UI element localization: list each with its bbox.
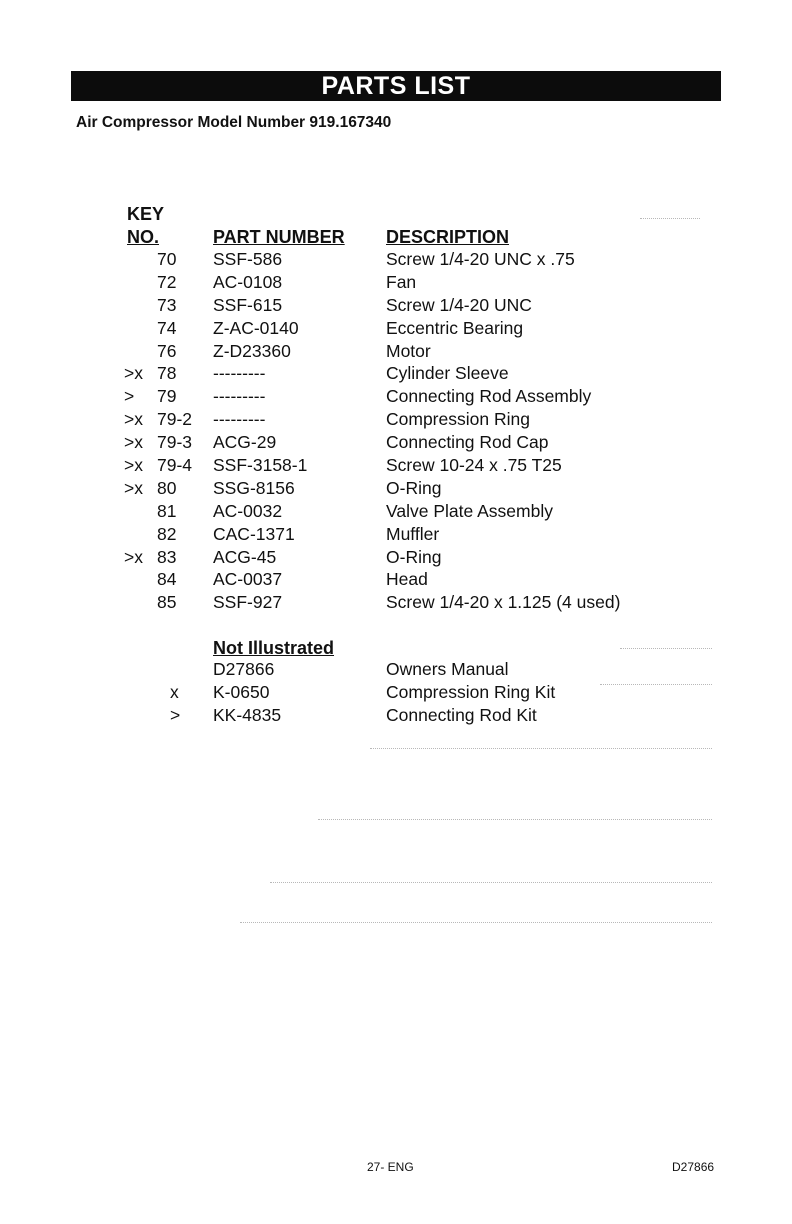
page-title: PARTS LIST bbox=[321, 71, 471, 100]
part-description: Connecting Rod Kit bbox=[386, 705, 537, 725]
parts-table bbox=[0, 249, 792, 615]
part-description: Connecting Rod Assembly bbox=[386, 386, 592, 407]
part-description: O-Ring bbox=[386, 477, 442, 498]
part-number: Z-AC-0140 bbox=[213, 317, 299, 338]
part-description: Compression Ring bbox=[386, 409, 530, 430]
key-number: 79-4 bbox=[157, 455, 193, 476]
list-item bbox=[0, 705, 792, 728]
not-illustrated-heading: Not Illustrated bbox=[213, 638, 335, 658]
scan-dots bbox=[620, 648, 712, 649]
scan-dots bbox=[318, 819, 712, 820]
part-number: D27866 bbox=[213, 659, 275, 679]
part-number: KK-4835 bbox=[213, 705, 282, 725]
key-number: 82 bbox=[157, 523, 177, 544]
table-row bbox=[0, 569, 792, 592]
part-number: SSF-3158-1 bbox=[213, 455, 308, 476]
row-flag: >x bbox=[124, 546, 143, 567]
table-row bbox=[0, 547, 792, 570]
key-number: 79-2 bbox=[157, 409, 193, 430]
part-description: Cylinder Sleeve bbox=[386, 363, 509, 384]
key-header-label: KEY bbox=[127, 204, 165, 224]
table-row bbox=[0, 592, 792, 615]
part-number: --------- bbox=[213, 363, 266, 384]
key-number: 76 bbox=[157, 340, 177, 361]
table-row bbox=[0, 295, 792, 318]
page-number: 27- ENG bbox=[367, 1160, 414, 1174]
row-flag: x bbox=[170, 682, 179, 702]
part-number: ACG-45 bbox=[213, 546, 277, 567]
model-number-line: Air Compressor Model Number 919.167340 bbox=[76, 114, 392, 131]
table-row bbox=[0, 409, 792, 432]
table-row bbox=[0, 386, 792, 409]
part-description: Connecting Rod Cap bbox=[386, 432, 549, 453]
part-description: Screw 1/4-20 UNC bbox=[386, 294, 532, 315]
part-description: Muffler bbox=[386, 523, 440, 544]
key-number: 74 bbox=[157, 317, 177, 338]
part-number: SSF-615 bbox=[213, 294, 283, 315]
key-number: 73 bbox=[157, 294, 177, 315]
row-flag: > bbox=[170, 705, 181, 725]
row-flag: >x bbox=[124, 432, 143, 453]
key-number: 80 bbox=[157, 477, 177, 498]
key-number: 78 bbox=[157, 363, 177, 384]
scan-dots bbox=[600, 684, 712, 685]
key-number: 79 bbox=[157, 386, 177, 407]
table-row bbox=[0, 341, 792, 364]
part-number: AC-0108 bbox=[213, 271, 283, 292]
key-number: 72 bbox=[157, 271, 177, 292]
key-number: 84 bbox=[157, 569, 177, 590]
row-flag: >x bbox=[124, 477, 143, 498]
table-row bbox=[0, 318, 792, 341]
part-number: AC-0037 bbox=[213, 569, 283, 590]
part-description: Screw 1/4-20 x 1.125 (4 used) bbox=[386, 592, 621, 613]
part-description: Screw 10-24 x .75 T25 bbox=[386, 455, 562, 476]
row-flag: >x bbox=[124, 409, 143, 430]
scan-dots bbox=[270, 882, 712, 883]
part-number: Z-D23360 bbox=[213, 340, 291, 361]
table-row bbox=[0, 432, 792, 455]
key-no-header: NO. bbox=[127, 227, 160, 247]
scan-dots bbox=[640, 218, 700, 219]
part-description: O-Ring bbox=[386, 546, 442, 567]
table-row bbox=[0, 363, 792, 386]
part-description: Screw 1/4-20 UNC x .75 bbox=[386, 249, 575, 269]
part-number: SSF-927 bbox=[213, 592, 283, 613]
list-item bbox=[0, 682, 792, 705]
key-number: 85 bbox=[157, 592, 177, 613]
part-description: Owners Manual bbox=[386, 659, 509, 679]
table-row bbox=[0, 249, 792, 272]
part-description: Compression Ring Kit bbox=[386, 682, 556, 702]
not-illustrated-list bbox=[0, 659, 792, 728]
key-number: 81 bbox=[157, 500, 177, 521]
part-number: K-0650 bbox=[213, 682, 270, 702]
scan-dots bbox=[370, 748, 712, 749]
part-number: AC-0032 bbox=[213, 500, 283, 521]
part-number: ACG-29 bbox=[213, 432, 277, 453]
part-description: Fan bbox=[386, 271, 417, 292]
table-row bbox=[0, 455, 792, 478]
list-item bbox=[0, 659, 792, 682]
key-number: 70 bbox=[157, 249, 177, 269]
key-number: 83 bbox=[157, 546, 177, 567]
part-number: --------- bbox=[213, 386, 266, 407]
row-flag: > bbox=[124, 386, 135, 407]
part-number-header: PART NUMBER bbox=[213, 227, 345, 247]
table-row bbox=[0, 524, 792, 547]
row-flag: >x bbox=[124, 363, 143, 384]
part-description: Valve Plate Assembly bbox=[386, 500, 553, 521]
part-number: --------- bbox=[213, 409, 266, 430]
table-row bbox=[0, 272, 792, 295]
table-row bbox=[0, 501, 792, 524]
part-number: SSF-586 bbox=[213, 249, 283, 269]
part-description: Head bbox=[386, 569, 428, 590]
parts-list-banner bbox=[71, 71, 721, 101]
part-description: Motor bbox=[386, 340, 431, 361]
scan-dots bbox=[240, 922, 712, 923]
row-flag: >x bbox=[124, 455, 143, 476]
key-number: 79-3 bbox=[157, 432, 193, 453]
part-number: CAC-1371 bbox=[213, 523, 295, 544]
document-number: D27866 bbox=[672, 1160, 715, 1174]
description-header: DESCRIPTION bbox=[386, 227, 510, 247]
table-row bbox=[0, 478, 792, 501]
part-number: SSG-8156 bbox=[213, 477, 295, 498]
part-description: Eccentric Bearing bbox=[386, 317, 524, 338]
